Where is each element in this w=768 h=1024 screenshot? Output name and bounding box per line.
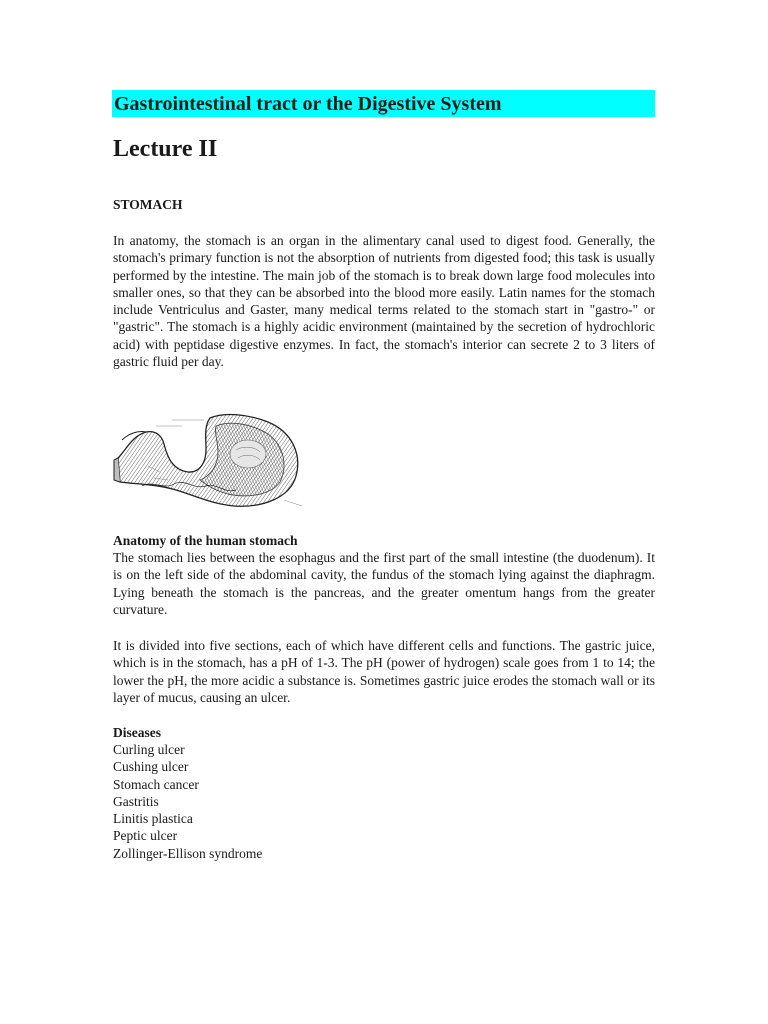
anatomy-heading: Anatomy of the human stomach [113,533,298,548]
section-heading-stomach: STOMACH [113,197,183,212]
list-item: Stomach cancer [113,776,199,792]
anatomy-paragraph-2: It is divided into five sections, each of which have different cells and functions. The gastric juice, which is in the stomach, has a pH of 1-3. The pH (power of hydrogen) scale goes from 1 to 14; the lower the pH, the more acidic a substance is. Sometimes gastric juice erodes the stomach wall or its layer of mucus, causing an ulcer. [113,638,655,705]
diseases-heading: Diseases [113,725,161,740]
list-item: Zollinger-Ellison syndrome [113,845,263,861]
intro-paragraph: In anatomy, the stomach is an organ in the alimentary canal used to digest food. Generally, the stomach's primary function is not the absorption of nutrients from digested food; this task is usually performed by the intestine. The main job of the stomach is to break down large food molecules into smaller ones, so that they can be absorbed into the blood more easily. Latin names for the stomach include Ventriculus and Gaster, many medical terms related to the stomach start in "gastro-" or "gastric". The stomach is a highly acidic environment (maintained by the secretion of hydrochloric acid) with peptidase digestive enzymes. In fact, the stomach's interior can secrete 2 to 3 liters of gastric fluid per day. [113,233,655,370]
stomach-illustration-icon [112,410,322,510]
list-item: Curling ulcer [113,742,185,757]
document-title: Gastrointestinal tract or the Digestive System [114,93,502,115]
lecture-title: Lecture II [113,136,218,162]
disease-list [113,741,262,862]
list-item: Peptic ulcer [113,828,178,844]
list-item: Gastritis [113,793,159,809]
anatomy-paragraph-1: The stomach lies between the esophagus and the first part of the small intestine (the duodenum). It is on the left side of the abdominal cavity, the fundus of the stomach lying against the diaphragm. Lying beneath the stomach is the pancreas, and the greater omentum hangs from the greater curvature. [113,550,655,617]
list-item: Cushing ulcer [113,759,189,775]
title-highlight [112,90,655,117]
list-item: Linitis plastica [113,811,193,827]
